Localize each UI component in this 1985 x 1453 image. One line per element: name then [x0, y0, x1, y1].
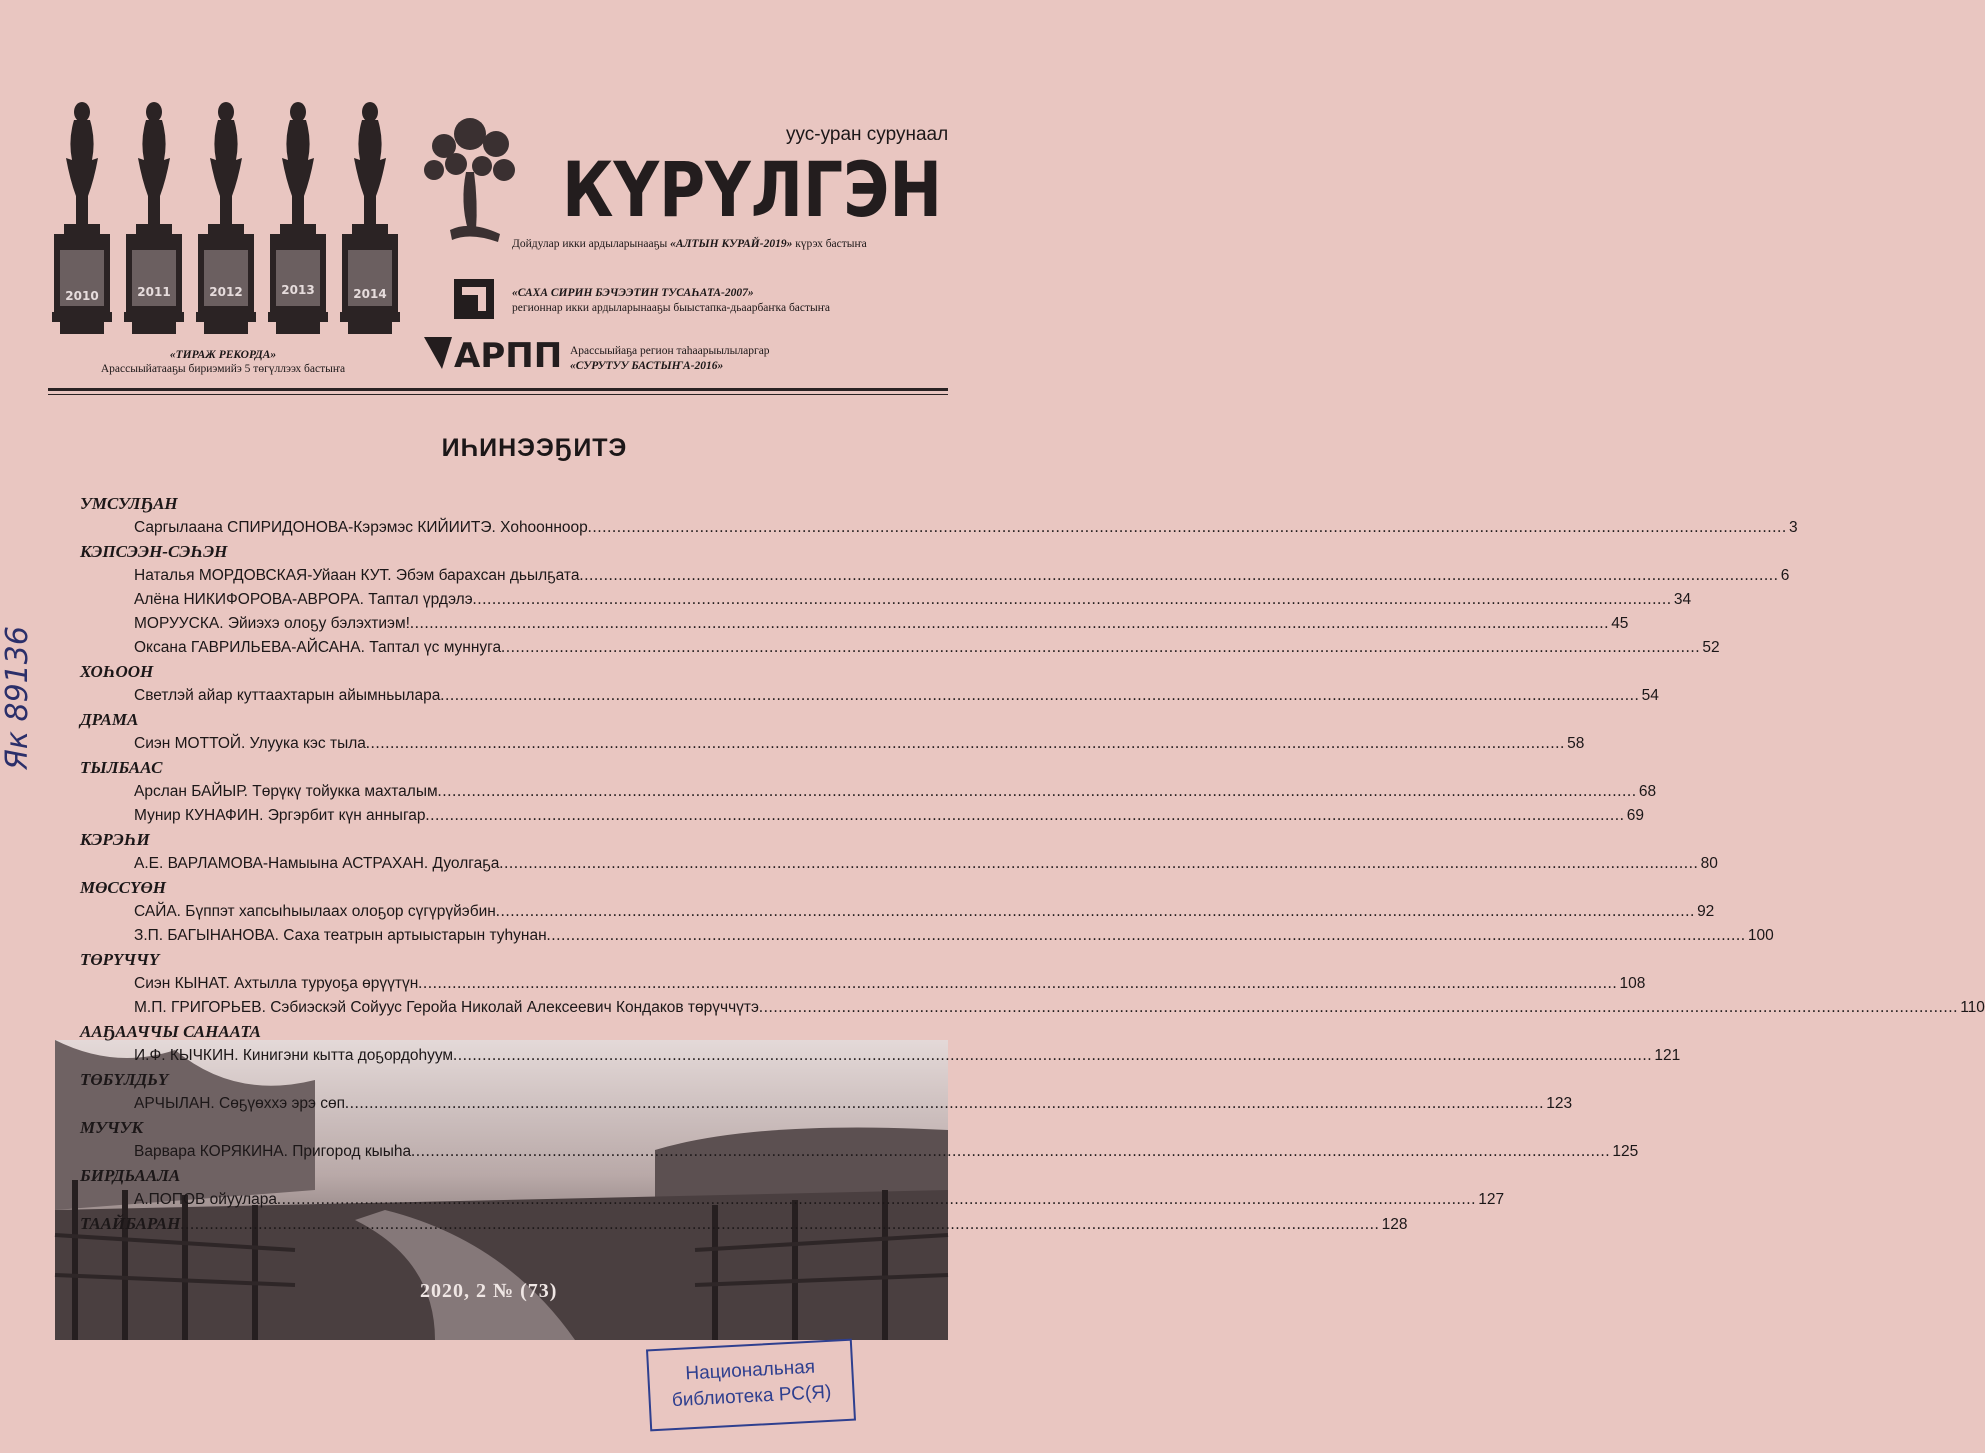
leader-dots — [180, 1213, 1379, 1237]
toc-entry[interactable] — [80, 564, 1790, 588]
toc-section — [80, 708, 1585, 756]
trophy-year-1: 2010 — [65, 289, 99, 303]
award-saha-sirin — [512, 286, 830, 316]
entry-page: 92 — [1697, 903, 1715, 920]
award3-bold: «СУРУТУУ БАСТЫҤА-2016» — [570, 360, 724, 372]
section-heading: ДРАМА — [80, 710, 139, 729]
toc-entry[interactable] — [80, 588, 1692, 612]
tiraz-subtitle: Арассыыйатааҕы бириэмийэ 5 төгүллээх бастыҥа — [100, 363, 346, 375]
entry-page: 58 — [1567, 735, 1585, 752]
entry-page: 110 — [1960, 999, 1985, 1016]
section-heading: ТӨРҮЧЧҮ — [80, 950, 160, 969]
toc-entry[interactable] — [80, 996, 1985, 1020]
entry-page: 127 — [1478, 1191, 1505, 1208]
entry-page: 121 — [1654, 1047, 1681, 1064]
toc-entry[interactable] — [80, 636, 1720, 660]
entry-title: Мунир КУНАФИН. Эргэрбит күн анныгар — [134, 807, 426, 824]
toc-entry[interactable] — [80, 780, 1657, 804]
section-heading: УМСУЛҔАН — [80, 494, 178, 513]
toc-entry[interactable] — [80, 804, 1644, 828]
section-heading: МУЧУК — [80, 1118, 144, 1137]
entry-title: Сиэн КЫНАТ. Ахтылла туруоҕа өрүүтүн — [134, 975, 419, 992]
toc-entry[interactable] — [80, 612, 1629, 636]
toc-entry[interactable] — [80, 900, 1715, 924]
leader-dots — [366, 732, 1565, 756]
leader-dots — [440, 684, 1639, 708]
section-heading: ААҔААЧЧЫ САНААТА — [80, 1022, 262, 1041]
tree-logo-icon — [420, 112, 520, 250]
award3-pre: Арассыыйаҕа регион таһаарыылыларгар — [570, 345, 770, 357]
entry-page: 3 — [1789, 519, 1798, 536]
tiraz-caption — [48, 348, 398, 376]
issue-number: 2020, 2 № (73) — [420, 1280, 558, 1302]
entry-page: 80 — [1700, 855, 1718, 872]
entry-title: З.П. БАГЫНАНОВА. Саха театрын артыыстарын туһунан — [134, 927, 547, 944]
toc-section — [80, 1116, 1639, 1164]
toc-entry[interactable] — [80, 972, 1646, 996]
award2-sub: регионнар икки ардыларынааҕы быыстапка-дьаарбаҥка бастыҥа — [512, 302, 831, 314]
leader-dots — [410, 612, 1609, 636]
arpp-logo — [424, 333, 563, 376]
entry-page: 34 — [1673, 591, 1692, 608]
toc-section — [80, 1164, 1505, 1212]
entry-page: 68 — [1638, 783, 1657, 800]
entry-page: 52 — [1702, 639, 1720, 656]
publication-icon — [452, 277, 496, 321]
section-heading: БИРДЬААЛА — [80, 1166, 181, 1185]
entry-page: 100 — [1747, 927, 1774, 944]
entry-title: Оксана ГАВРИЛЬЕВА-АЙСАНА. Таптал үс муннуга — [134, 639, 502, 656]
stamp-line-2: библиотека РС(Я) — [671, 1381, 832, 1412]
entry-title: А.ПОПОВ ойуулара — [134, 1191, 278, 1208]
entry-page: 108 — [1619, 975, 1646, 992]
trophy-year-2: 2011 — [137, 285, 171, 299]
stamp-line-1: Национальная — [684, 1356, 816, 1385]
section-heading: КЭПСЭЭН-СЭҺЭН — [80, 542, 228, 561]
leader-dots — [438, 780, 1637, 804]
toc-entry[interactable] — [80, 516, 1798, 540]
entry-title: Варвара КОРЯКИНА. Пригород кыыһа — [134, 1143, 412, 1160]
entry-title: А.Е. ВАРЛАМОВА-Намыына АСТРАХАН. Дуолгаҕа — [134, 855, 500, 872]
toc-section — [80, 540, 1790, 660]
leader-dots — [759, 996, 1958, 1020]
trophies-illustration — [48, 100, 392, 350]
toc-entry[interactable] — [80, 1188, 1505, 1212]
toc-section — [80, 756, 1657, 828]
award1-bold: «АЛТЫН КУРАЙ-2019» — [670, 238, 793, 250]
entry-title: Арслан БАЙЫР. Төрүкү тойукка махталым — [134, 783, 438, 800]
leader-dots — [345, 1092, 1544, 1116]
entry-title: Сиэн МОТТОЙ. Улуука кэс тыла — [134, 735, 366, 752]
entry-title: МОРУУСКА. Эйиэхэ олоҕу бэлэхтиэм! — [134, 615, 410, 632]
library-stamp — [646, 1339, 856, 1432]
entry-page: 125 — [1612, 1143, 1639, 1160]
leader-dots — [411, 1140, 1610, 1164]
toc-section — [80, 948, 1985, 1020]
toc-title: ИҺИНЭЭҔИТЭ — [441, 434, 628, 462]
toc-section — [80, 1068, 1573, 1116]
trophy-year-3: 2012 — [209, 285, 243, 299]
leader-dots — [499, 852, 1698, 876]
handwritten-inventory-note: Як 89136 — [0, 626, 35, 770]
entry-page: 6 — [1780, 567, 1790, 584]
section-heading: КЭРЭҺИ — [80, 830, 150, 849]
toc-section — [80, 492, 1798, 540]
table-of-contents — [80, 492, 1985, 1236]
trophy-year-4: 2013 — [281, 283, 315, 297]
toc-entry[interactable] — [80, 732, 1585, 756]
toc-entry[interactable] — [80, 852, 1718, 876]
section-heading: МӨССҮӨН — [80, 878, 166, 897]
section-heading: ТЫЛБААС — [80, 758, 163, 777]
entry-title: М.П. ГРИГОРЬЕВ. Сэбиэскэй Сойуус Геройа Николай Алексеевич Кондаков төрүччүтэ — [134, 999, 759, 1016]
leader-dots — [588, 516, 1787, 540]
award1-pre: Дойдулар икки ардыларынааҕы — [512, 238, 671, 250]
leader-dots — [547, 924, 1746, 948]
leader-dots — [453, 1044, 1652, 1068]
arpp-text: АРПП — [454, 336, 563, 376]
toc-entry[interactable] — [80, 924, 1774, 948]
header-rule — [48, 388, 948, 391]
leader-dots — [496, 900, 1695, 924]
trophy-year-5: 2014 — [353, 287, 387, 301]
section-heading: ТӨБҮЛДЬҮ — [80, 1070, 169, 1089]
entry-page: 54 — [1641, 687, 1659, 704]
toc-section — [80, 876, 1774, 948]
entry-page: 45 — [1611, 615, 1629, 632]
toc-section — [80, 828, 1718, 876]
entry-page: 128 — [1381, 1216, 1408, 1233]
toc-section — [80, 1212, 1408, 1236]
entry-page: 69 — [1626, 807, 1644, 824]
toc-entry[interactable] — [80, 1044, 1681, 1068]
award-altyn-kurai — [512, 237, 867, 252]
entry-title: И.Ф. КЫЧКИН. Кинигэни кытта доҕордоһуум — [134, 1047, 454, 1064]
entry-title: Алёна НИКИФОРОВА-АВРОРА. Таптал үрдэлэ — [134, 591, 473, 608]
entry-page: 123 — [1546, 1095, 1573, 1112]
tagline: уус-уран сурунаал — [786, 124, 949, 145]
toc-section — [80, 660, 1659, 708]
entry-title: Светлэй айар куттаахтарын айымньылара — [134, 687, 441, 704]
leader-dots — [579, 564, 1778, 588]
toc-entry[interactable] — [80, 684, 1659, 708]
entry-title: АРЧЫЛАН. Сөҕүөххэ эрэ сөп — [134, 1095, 345, 1112]
masthead-logo — [560, 145, 945, 234]
entry-title: САЙА. Бүппэт хапсыһыылаах олоҕор сүгүрүйэбин — [134, 903, 496, 920]
award-surutuu — [570, 344, 770, 374]
entry-title: Наталья МОРДОВСКАЯ-Уйаан КУТ. Эбэм барахсан дьылҕата — [134, 567, 580, 584]
toc-entry[interactable] — [80, 1092, 1573, 1116]
leader-dots — [277, 1188, 1476, 1212]
section-heading: ТААЙБАРАН — [80, 1214, 181, 1233]
leader-dots — [426, 804, 1625, 828]
leader-dots — [473, 588, 1672, 612]
entry-title: Саргылаана СПИРИДОНОВА-Кэрэмэс КИЙИИТЭ. Хоһоонноор — [134, 519, 588, 536]
leader-dots — [501, 636, 1700, 660]
header-rule-thin — [48, 394, 948, 395]
masthead-text: КҮРҮЛГЭН — [562, 145, 942, 234]
award2-bold: «САХА СИРИН БЭЧЭЭТИН ТУСАҺАТА-2007» — [512, 287, 754, 299]
tiraz-title: «ТИРАЖ РЕКОРДА» — [169, 349, 277, 361]
award1-post: күрэх бастыҥа — [792, 238, 867, 250]
toc-entry[interactable] — [80, 1212, 1408, 1236]
toc-entry[interactable] — [80, 1140, 1639, 1164]
toc-section — [80, 1020, 1681, 1068]
section-heading: ХОҺООН — [80, 662, 154, 681]
leader-dots — [418, 972, 1617, 996]
